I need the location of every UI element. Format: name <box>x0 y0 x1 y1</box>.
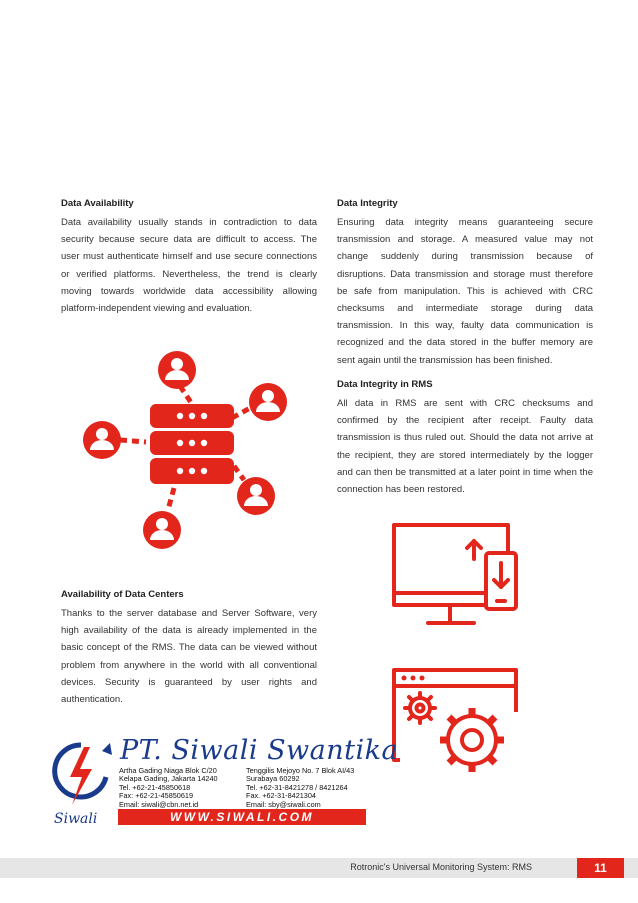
section-data-availability <box>61 197 317 317</box>
database-icon <box>150 404 234 484</box>
monitor-phone-transfer-icon <box>390 517 520 637</box>
user-icon-bottom <box>143 511 181 549</box>
user-icon-bottom-right <box>237 477 275 515</box>
body-data-integrity-rms: All data in RMS are sent with CRC checksums and confirmed by the recipient after receipt. Faulty data transmission is thus ruled out. Should the data not arrive at the recipient, they are stored intermediately by the logger and can then be transmitted at a later point in time when the connection has been restored. <box>337 398 593 496</box>
body-data-integrity: Ensuring data integrity means guaranteeing secure transmission and storage. A measured value may not change suddenly during transmission because of disruptions. Data transmission and storage must therefore be safe from manipulation. This is achieved with CRC checksums and intermediate storage during data transmission. In this way, faulty data communication is recognized and the data stored in the buffer memory are sent again until the transmission has been finished. <box>337 217 593 366</box>
address-line: Surabaya 60292 <box>246 774 300 784</box>
body-data-centers: Thanks to the server database and Server Software, very high availability of the data is already implemented in the basic concept of the RMS. The data can be viewed without problem from anywhere in the world with all conventional devices. Security is guaranteed by user rights and authentication. <box>61 608 317 706</box>
user-icon-right <box>249 383 287 421</box>
emblem-text: Siwali <box>54 811 98 827</box>
large-gear-icon <box>440 708 504 772</box>
address-line: Kelapa Gading, Jakarta 14240 <box>119 774 218 784</box>
section-data-integrity <box>337 197 593 369</box>
page-number: 11 <box>577 858 624 878</box>
email-line: Email: siwali@cbn.net.id <box>119 799 199 809</box>
small-gear-icon <box>405 693 435 723</box>
email-line: Email: sby@siwali.com <box>246 799 321 809</box>
jakarta-address <box>119 767 218 809</box>
heading-data-integrity: Data Integrity <box>337 198 398 209</box>
phone-line: Tel. +62-31-8421278 / 8421264 <box>246 782 348 792</box>
siwali-emblem-logo <box>48 737 114 827</box>
fax-line: Fax: +62-21-45850619 <box>119 791 194 801</box>
page-footer <box>0 858 638 878</box>
surabaya-address <box>246 767 354 809</box>
body-data-availability: Data availability usually stands in contradiction to data security because secure data are difficult to access. The user must authenticate himself and use secure connections or verified platforms. Nevertheless, the trend is clearly moving towards worldwide data accessibility allowing platform-independent viewing and evaluation. <box>61 217 317 315</box>
user-icon-top <box>158 351 196 389</box>
database-network-icon <box>82 338 306 554</box>
address-line: Tenggilis Mejoyo No. 7 Blok AI/43 <box>246 766 355 775</box>
section-data-integrity-rms <box>337 378 593 498</box>
browser-gears-icon <box>390 666 520 786</box>
website-banner: WWW.SIWALI.COM <box>118 809 366 825</box>
heading-data-integrity-rms: Data Integrity in RMS <box>337 379 433 390</box>
company-name: PT. Siwali Swantika <box>120 735 399 766</box>
company-logo-block <box>48 735 399 827</box>
footer-label: Rotronic's Universal Monitoring System: RMS <box>350 862 532 872</box>
fax-line: Fax. +62-31-8421304 <box>246 791 316 801</box>
heading-data-centers: Availability of Data Centers <box>61 589 184 600</box>
phone-line: Tel. +62-21-45850618 <box>119 782 191 792</box>
user-icon-left <box>83 421 121 459</box>
address-line: Artha Gading Niaga Blok C/20 <box>119 766 217 775</box>
heading-data-availability: Data Availability <box>61 198 134 209</box>
section-data-centers <box>61 588 317 708</box>
